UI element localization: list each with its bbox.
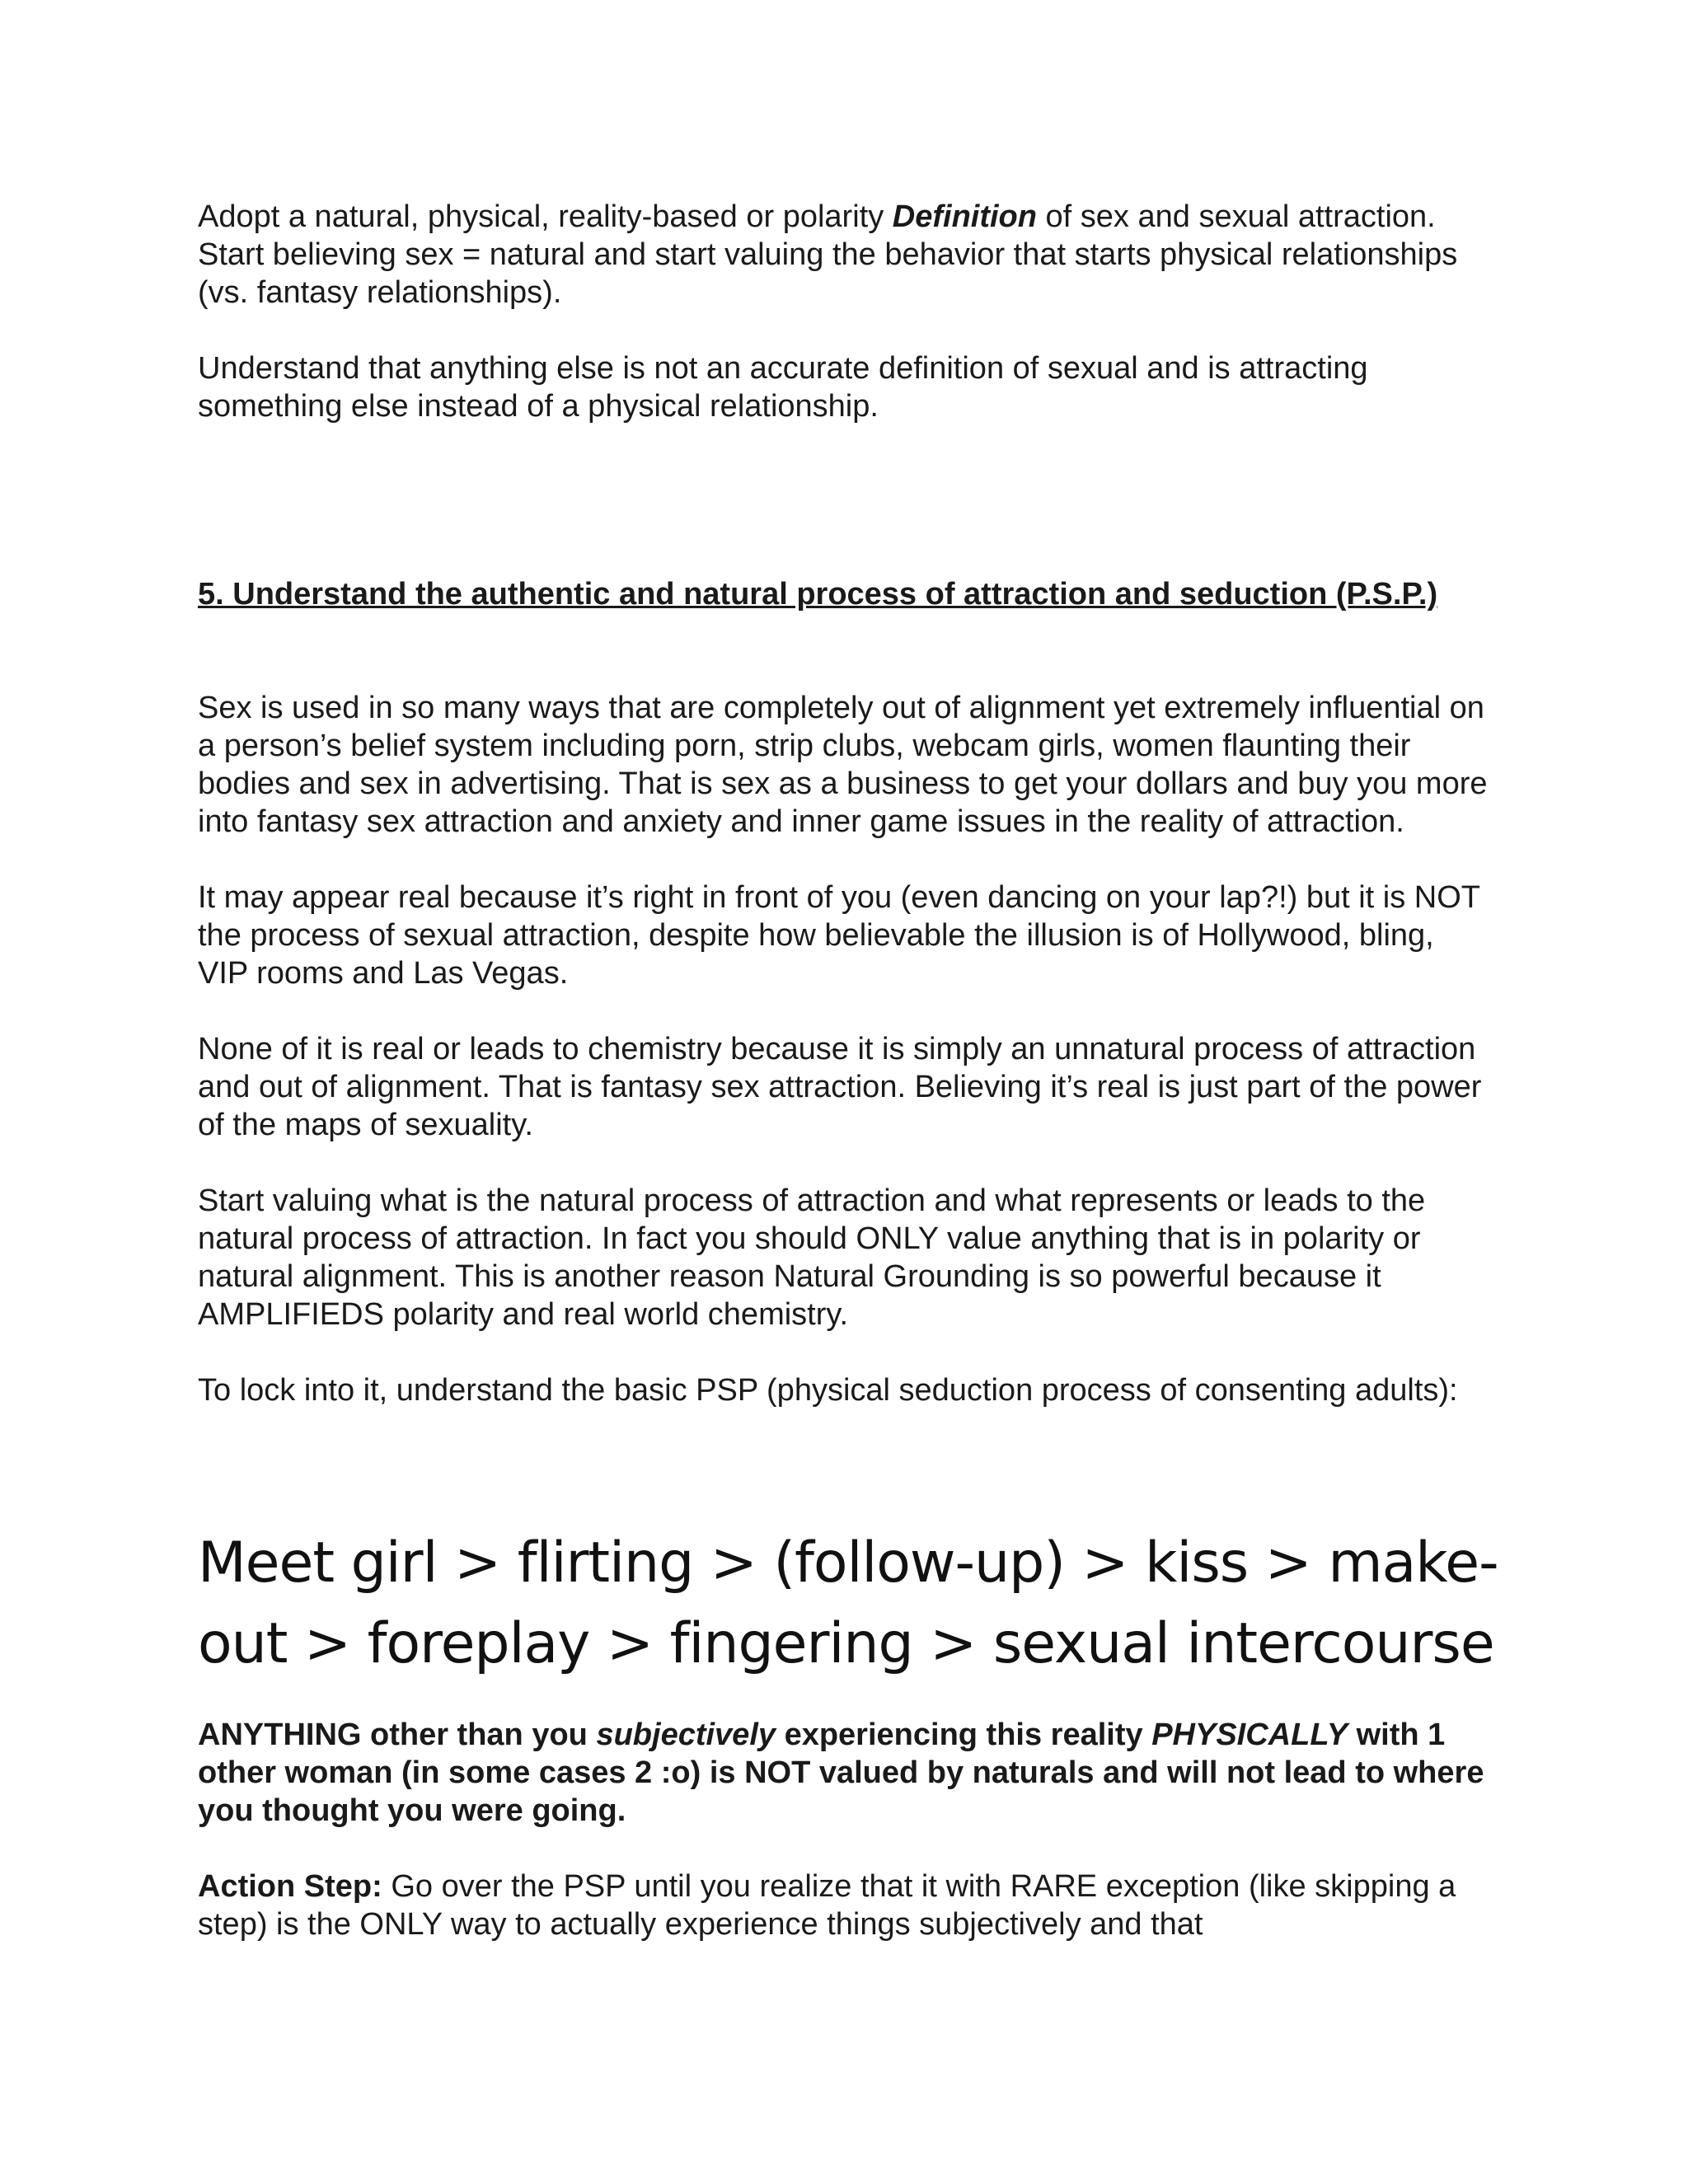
start-valuing-paragraph: Start valuing what is the natural process of attraction and what represents or leads to the natural process of attraction. In fact you should ONLY value anything that is in polarity or natural alignment. This is another reason Natural Grounding is so powerful because it AMPLIFIEDS polarity and real world chemistry.	[198, 1183, 1426, 1332]
none-real-paragraph: None of it is real or leads to chemistry because it is simply an unnatural process of attraction and out of alignment. That is fantasy sex attraction. Believing it’s real is just part of the power of the maps of sexuality.	[198, 1032, 1482, 1142]
action-step-label: Action Step:	[198, 1869, 382, 1904]
section-heading: 5. Understand the authentic and natural process of attraction and seduction (P.S.P.)	[198, 577, 1438, 612]
anything-other-paragraph	[198, 1716, 1492, 1830]
bold-part-2: experiencing this reality	[776, 1718, 1152, 1752]
definition-text-after: of sex and sexual attraction. Start believing sex = natural and start valuing the behavior that starts physical relationships (vs. fantasy relationships).	[198, 199, 1458, 310]
sex-usage-paragraph: Sex is used in so many ways that are completely out of alignment yet extremely influential on a person’s belief system including porn, strip clubs, webcam girls, women flaunting their bodies and sex in advertising. That is sex as a business to get your dollars and buy you more into fantasy sex attraction and anxiety and inner game issues in the reality of attraction.	[198, 691, 1488, 839]
bold-part-1: ANYTHING other than you	[198, 1718, 597, 1752]
definition-emphasis: Definition	[892, 199, 1037, 234]
psp-line-1: Meet girl > flirting > (follow-up) > kiss > make-	[198, 1530, 1498, 1596]
understand-paragraph: Understand that anything else is not an accurate definition of sexual and is attracting something else instead of a physical relationship.	[198, 351, 1368, 424]
bold-italic-1: subjectively	[596, 1718, 776, 1752]
lock-into-paragraph: To lock into it, understand the basic PSP (physical seduction process of consenting adults):	[198, 1373, 1458, 1408]
intro-section	[198, 198, 1492, 425]
definition-paragraph	[198, 198, 1492, 312]
psp-line-2: out > foreplay > fingering > sexual intercourse	[198, 1611, 1494, 1676]
psp-sequence	[198, 1523, 1550, 1685]
action-step-paragraph	[198, 1868, 1492, 1943]
definition-text-before: Adopt a natural, physical, reality-based or polarity	[198, 199, 893, 234]
bold-part-3: with 1 other woman (in some cases 2 :o) is NOT valued by naturals and will not lead to where you thought you were going.	[198, 1718, 1484, 1828]
bold-italic-2: PHYSICALLY	[1151, 1718, 1348, 1752]
section-body	[198, 689, 1492, 1447]
appear-real-paragraph: It may appear real because it’s right in front of you (even dancing on your lap?!) but it is NOT the process of sexual attraction, despite how believable the illusion is of Hollywood, bling, VIP rooms and Las Vegas.	[198, 880, 1480, 991]
action-step-text: Go over the PSP until you realize that it with RARE exception (like skipping a step) is the ONLY way to actually experience things subjectively and that	[198, 1869, 1456, 1942]
